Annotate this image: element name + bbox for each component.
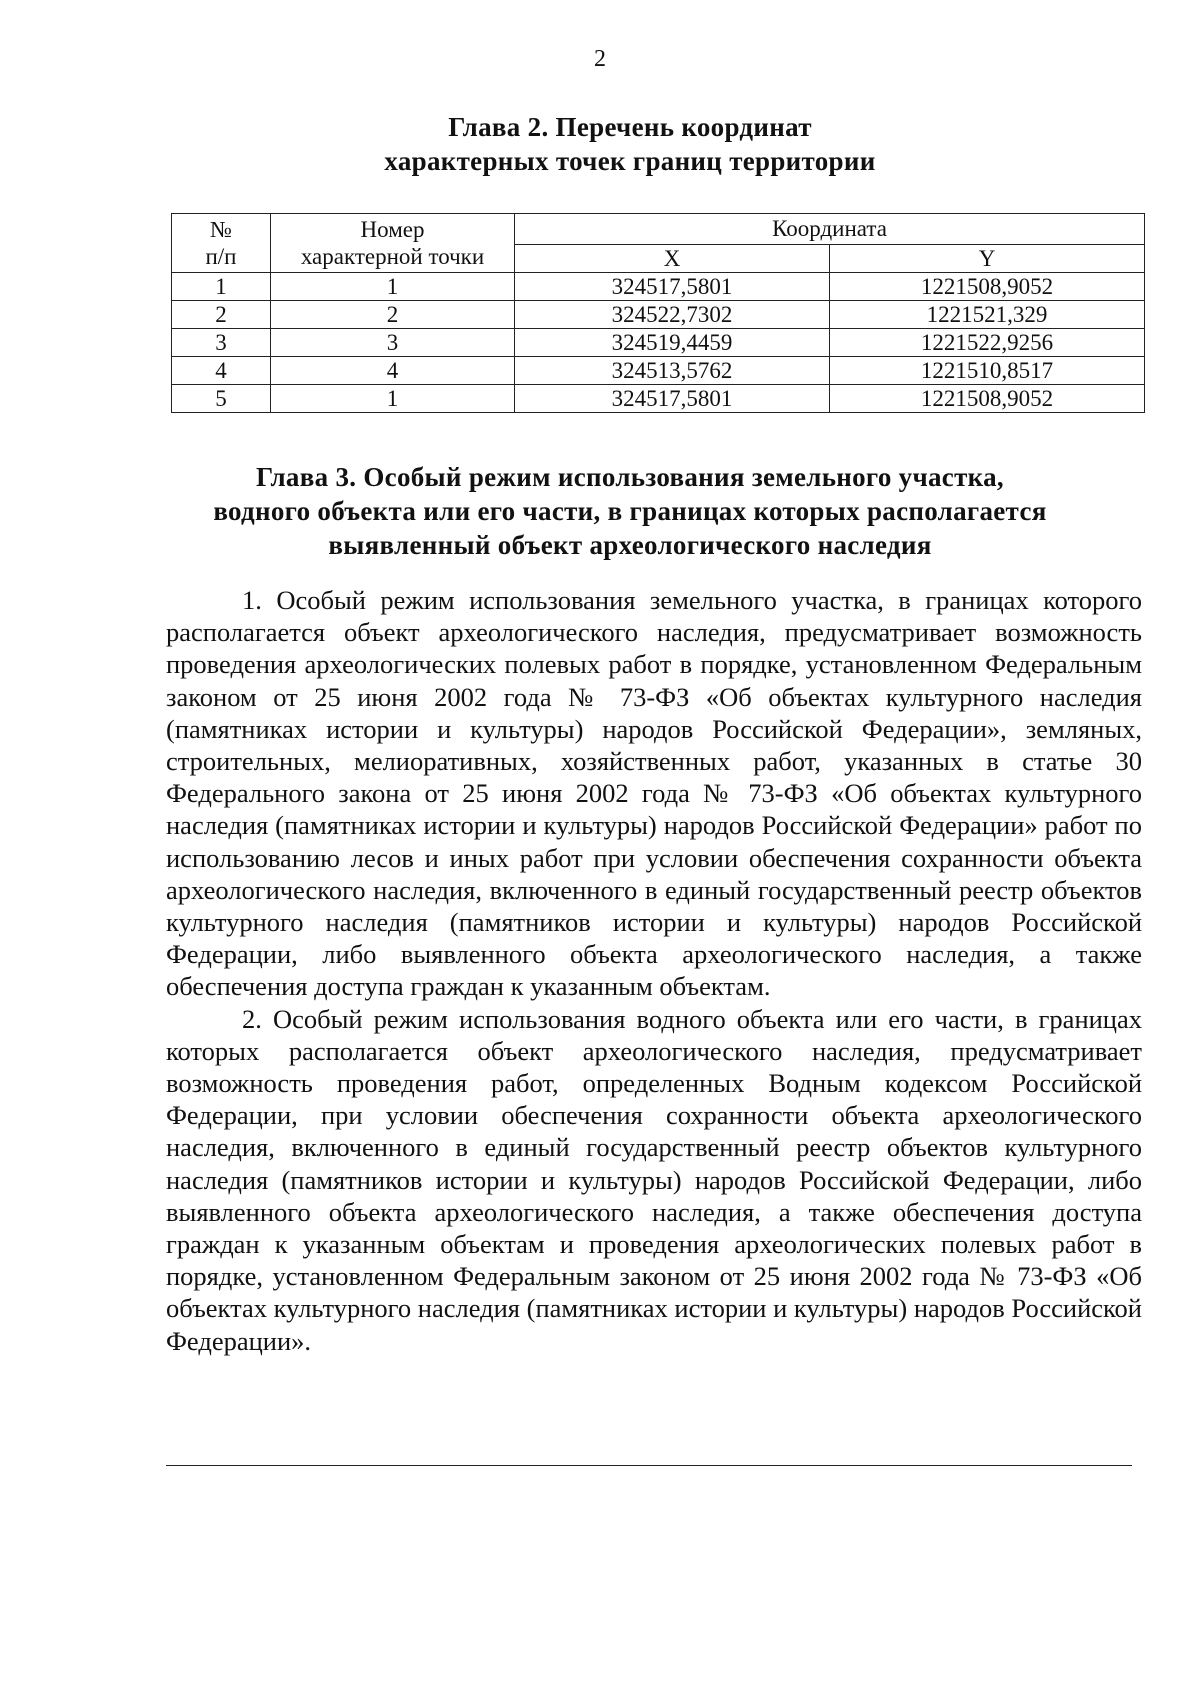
paragraph-1: 1. Особый режим использования земельного участка, в границах которого располагается объект археологического наследия, предусматривает возможность проведения археологических полевых работ в порядке, установленном Федеральным законом от 25 июня 2002 года № 73-ФЗ «Об объектах культурного наследия (памятниках истории и культуры) народов Российской Федерации», земляных, строительных, мелиоративных, хозяйственных работ, указанных в статье 30 Федерального закона от 25 июня 2002 года № 73-ФЗ «Об объектах культурного наследия (памятниках истории и культуры) народов Российской Федерации» работ по использованию лесов и иных работ при условии обеспечения сохранности объекта археологического наследия, включенного в единый государственный реестр объектов культурного наследия (памятников истории и культуры) народов Российской Федерации, либо выявленного объекта археологического наследия, а также обеспечения доступа граждан к указанным объектам.: [166, 585, 1142, 1002]
cell-number: 1: [172, 273, 271, 301]
cell-point: 3: [271, 329, 515, 357]
cell-x: 324517,5801: [515, 273, 830, 301]
cell-x: 324519,4459: [515, 329, 830, 357]
table-row: [172, 273, 1145, 301]
header-point-number: [271, 214, 515, 273]
cell-x: 324517,5801: [515, 385, 830, 413]
body-text: [166, 584, 1142, 1357]
chapter-2-title: [150, 110, 1110, 178]
table-row: [172, 301, 1145, 329]
chapter-2-title-line: Глава 2. Перечень координат: [448, 112, 812, 142]
cell-point: 1: [271, 385, 515, 413]
page-number: 2: [594, 46, 606, 72]
header-x: X: [515, 245, 830, 273]
table-row: [172, 357, 1145, 385]
chapter-3-title-line: Глава 3. Особый режим использования земельного участка,: [256, 462, 1004, 492]
cell-y: 1221508,9052: [830, 273, 1145, 301]
paragraph-2: 2. Особый режим использования водного объекта или его части, в границах которых располагается объект археологического наследия, предусматривает возможность проведения работ, определенных Водным кодексом Российской Федерации, при условии обеспечения сохранности объекта археологического наследия, включенного в единый государственный реестр объектов культурного наследия (памятников истории и культуры) народов Российской Федерации, либо выявленного объекта археологического наследия, а также обеспечения доступа граждан к указанным объектам и проведения археологических полевых работ в порядке, установленном Федеральным законом от 25 июня 2002 года № 73-ФЗ «Об объектах культурного наследия (памятниках истории и культуры) народов Российской Федерации».: [166, 1003, 1142, 1356]
header-point-line: характерной точки: [300, 244, 485, 269]
header-point-line: Номер: [360, 217, 425, 242]
cell-y: 1221521,329: [830, 301, 1145, 329]
cell-point: 2: [271, 301, 515, 329]
cell-number: 4: [172, 357, 271, 385]
cell-x: 324522,7302: [515, 301, 830, 329]
header-coordinate: Координата: [515, 214, 1145, 245]
cell-number: 2: [172, 301, 271, 329]
table-row: [172, 385, 1145, 413]
header-number-line: п/п: [205, 244, 237, 269]
cell-x: 324513,5762: [515, 357, 830, 385]
table-row: [172, 329, 1145, 357]
cell-y: 1221508,9052: [830, 385, 1145, 413]
chapter-3-title-line: водного объекта или его части, в границах которых располагается: [213, 496, 1047, 526]
cell-y: 1221522,9256: [830, 329, 1145, 357]
cell-number: 5: [172, 385, 271, 413]
cell-y: 1221510,8517: [830, 357, 1145, 385]
cell-point: 1: [271, 273, 515, 301]
header-number: [172, 214, 271, 273]
cell-number: 3: [172, 329, 271, 357]
cell-point: 4: [271, 357, 515, 385]
chapter-3-title: [150, 460, 1110, 562]
coordinates-table: [171, 213, 1145, 413]
chapter-3-title-line: выявленный объект археологического наследия: [328, 530, 932, 560]
header-number-line: №: [210, 217, 232, 242]
end-divider: [166, 1465, 1132, 1466]
header-y: Y: [830, 245, 1145, 273]
chapter-2-title-line: характерных точек границ территории: [384, 146, 876, 176]
